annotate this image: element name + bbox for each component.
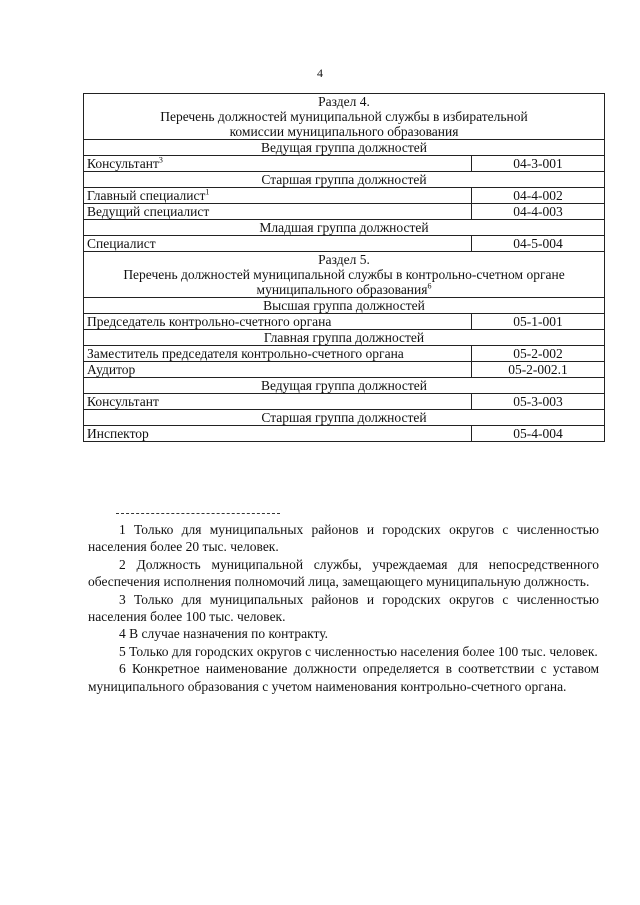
group-row	[84, 378, 605, 394]
code-cell: 05-2-002.1	[472, 362, 605, 378]
position-cell: Специалист	[84, 236, 472, 252]
code-cell: 04-4-003	[472, 204, 605, 220]
position-cell: Председатель контрольно-счетного органа	[84, 314, 472, 330]
position-cell: Аудитор	[84, 362, 472, 378]
code-cell: 04-4-002	[472, 188, 605, 204]
table-row	[84, 394, 605, 410]
footnote-3: 3 Только для муниципальных районов и городских округов с численностью населения более 100 тыс. человек.	[88, 591, 599, 625]
footnote-6: 6 Конкретное наименование должности определяется в соответствии с уставом муниципального образования с учетом наименования контрольно-счетного органа.	[88, 661, 599, 694]
position-cell: Инспектор	[84, 426, 472, 442]
position-cell	[84, 188, 472, 204]
section5-heading: Раздел 5.	[318, 252, 370, 267]
code-cell: 05-3-003	[472, 394, 605, 410]
group-row	[84, 330, 605, 346]
position-cell: Ведущий специалист	[84, 204, 472, 220]
section4-heading: Раздел 4.	[318, 94, 370, 109]
section5-title-line1: Перечень должностей муниципальной службы в контрольно-счетном органе	[123, 267, 565, 282]
table-row	[84, 346, 605, 362]
group-name: Высшая группа должностей	[84, 298, 605, 314]
position-name: Консультант	[87, 156, 159, 171]
footnote-1: 1 Только для муниципальных районов и городских округов с численностью населения более 20 тыс. человек.	[88, 522, 599, 555]
group-row	[84, 298, 605, 314]
footnote-ref: 3	[158, 155, 163, 165]
section5-title-line2-wrap	[87, 282, 601, 297]
section5-header-row	[84, 252, 605, 298]
section4-header	[84, 94, 605, 140]
table-row	[84, 156, 605, 172]
footnote-2: 2 Должность муниципальной службы, учреждаемая для непосредственного обеспечения исполнения полномочий лица, замещающего муниципальную должность.	[88, 556, 599, 590]
position-cell: Заместитель председателя контрольно-счетного органа	[84, 346, 472, 362]
position-name: Главный специалист	[87, 188, 206, 203]
footnote-ref: 6	[427, 281, 432, 291]
page-number: 4	[317, 66, 323, 80]
code-cell: 04-5-004	[472, 236, 605, 252]
footnote-ref: 1	[205, 187, 210, 197]
code-cell: 05-2-002	[472, 346, 605, 362]
table-row	[84, 426, 605, 442]
group-name: Старшая группа должностей	[84, 410, 605, 426]
position-cell: Консультант	[84, 394, 472, 410]
footnote-divider	[116, 513, 280, 514]
footnotes	[88, 521, 599, 695]
position-cell	[84, 156, 472, 172]
group-name: Старшая группа должностей	[84, 172, 605, 188]
table-row	[84, 204, 605, 220]
table-row	[84, 314, 605, 330]
group-row	[84, 140, 605, 156]
group-name: Ведущая группа должностей	[84, 378, 605, 394]
section4-title-line2: комиссии муниципального образования	[229, 124, 459, 139]
code-cell: 04-3-001	[472, 156, 605, 172]
section5-header	[84, 252, 605, 298]
group-row	[84, 220, 605, 236]
footnote-5: 5 Только для городских округов с численностью населения более 100 тыс. человек.	[119, 643, 598, 659]
code-cell: 05-4-004	[472, 426, 605, 442]
group-row	[84, 172, 605, 188]
code-cell: 05-1-001	[472, 314, 605, 330]
section4-title-line1: Перечень должностей муниципальной службы в избирательной	[160, 109, 528, 124]
table-row	[84, 236, 605, 252]
table-row	[84, 362, 605, 378]
footnote-4: 4 В случае назначения по контракту.	[119, 626, 329, 642]
table-row	[84, 188, 605, 204]
group-name: Ведущая группа должностей	[84, 140, 605, 156]
positions-table	[83, 93, 605, 442]
group-row	[84, 410, 605, 426]
section4-header-row	[84, 94, 605, 140]
group-name: Главная группа должностей	[84, 330, 605, 346]
section5-title-line2: муниципального образования	[256, 282, 428, 297]
group-name: Младшая группа должностей	[84, 220, 605, 236]
